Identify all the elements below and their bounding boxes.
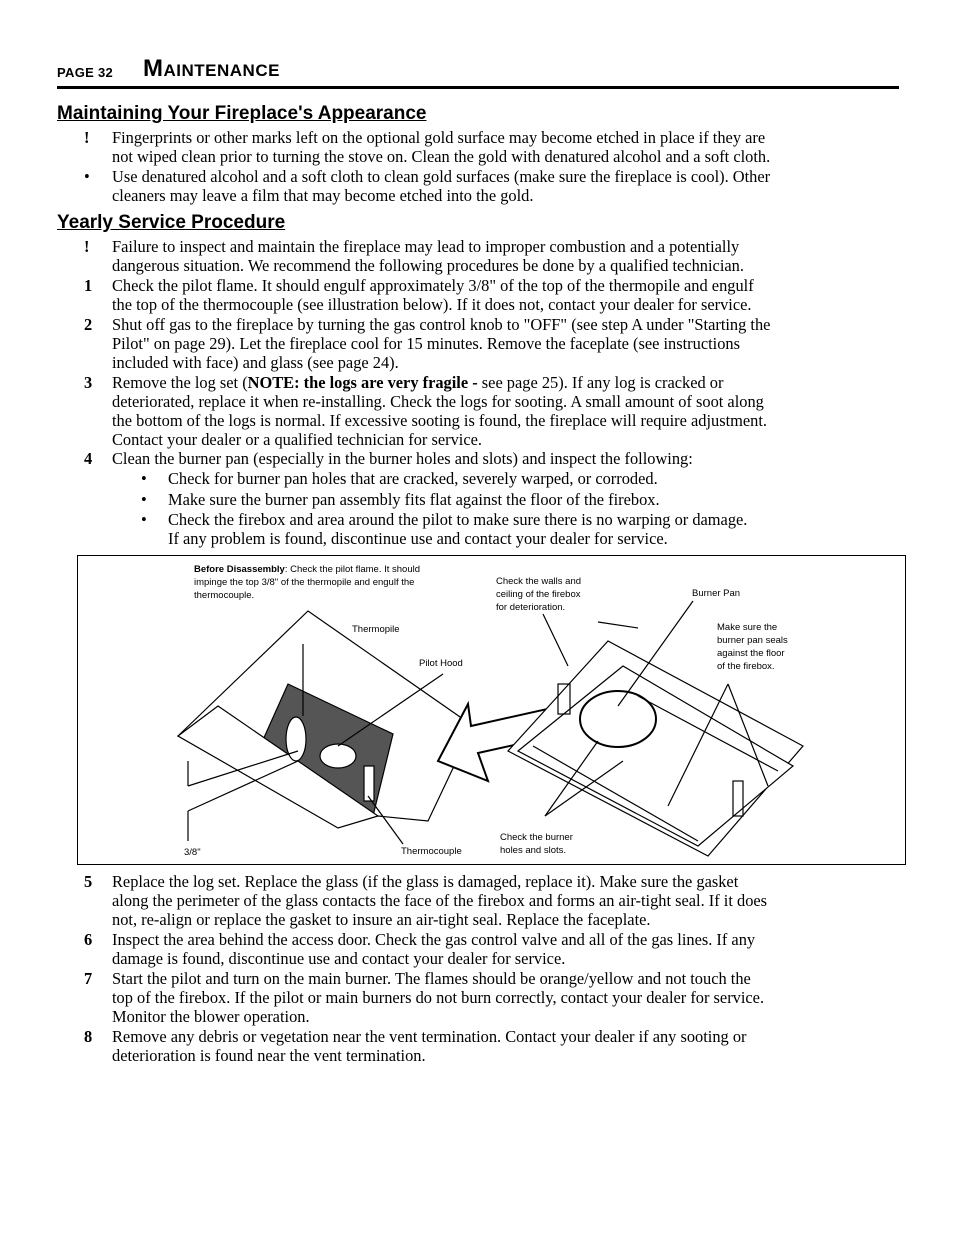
note-line	[194, 563, 464, 576]
item-marker: •	[141, 490, 147, 509]
item-line: Shut off gas to the fireplace by turning the gas control knob to "OFF" (see step A under "Starting the	[112, 315, 771, 334]
item-line: If any problem is found, discontinue use and contact your dealer for service.	[168, 529, 668, 548]
item-line: Check the firebox and area around the pilot to make sure there is no warping or damage.	[168, 510, 748, 529]
item-marker: 1	[84, 276, 93, 295]
item-line: Monitor the blower operation.	[112, 1007, 310, 1026]
measurement-label: 3/8"	[184, 847, 201, 858]
item-line: damage is found, discontinue use and contact your dealer for service.	[112, 949, 566, 968]
pilot-hood-label: Pilot Hood	[419, 658, 463, 669]
thermopile-label: Thermopile	[352, 624, 400, 635]
item-line: not, re-align or replace the gasket to insure an air-tight seal. Replace the faceplate.	[112, 910, 651, 929]
item-marker: •	[84, 167, 90, 186]
item-marker: •	[141, 510, 147, 529]
walls-check-label	[496, 575, 581, 614]
pilot-hood-shape	[320, 744, 356, 768]
item-marker: 8	[84, 1027, 93, 1046]
item-line: Inspect the area behind the access door. Check the gas control valve and all of the gas lines. If any	[112, 930, 756, 949]
item-text: see page 25). If any log is cracked or	[477, 373, 724, 392]
note-line: of the firebox.	[717, 661, 775, 672]
item-marker: 6	[84, 930, 93, 949]
item-marker: !	[84, 128, 90, 147]
page-header	[57, 52, 899, 89]
item-line: included with face) and glass (see page 24).	[112, 353, 399, 372]
item-line: along the perimeter of the glass contacts the face of the firebox and forms an air-tight seal. If it does	[112, 891, 768, 910]
thermocouple-label: Thermocouple	[401, 846, 462, 857]
item-line: deterioration is found near the vent termination.	[112, 1046, 426, 1065]
burner-holes-label	[500, 831, 573, 857]
note-line: against the floor	[717, 648, 785, 659]
note-line: thermocouple.	[194, 590, 255, 601]
item-line: cleaners may leave a film that may become etched into the gold.	[112, 186, 534, 205]
item-line: Clean the burner pan (especially in the burner holes and slots) and inspect the following:	[112, 449, 693, 468]
item-line: Contact your dealer or a qualified technician for service.	[112, 430, 482, 449]
note-line: ceiling of the firebox	[496, 589, 581, 600]
note-line: Make sure the	[717, 622, 778, 633]
note-line: Check the burner	[500, 832, 573, 843]
before-disassembly-note	[194, 563, 464, 602]
item-line: Remove any debris or vegetation near the vent termination. Contact your dealer if any sooting or	[112, 1027, 747, 1046]
illustration-drawing	[78, 556, 905, 864]
item-marker: 3	[84, 373, 93, 392]
before-disassembly-label: Before Disassembly	[194, 564, 285, 575]
item-line: the top of the thermocouple (see illustration below). If it does not, contact your dealer for service.	[112, 295, 752, 314]
note-line: burner pan seals	[717, 635, 788, 646]
item-line: Check the pilot flame. It should engulf approximately 3/8" of the top of the thermopile and engulf	[112, 276, 754, 295]
fragile-note: NOTE: the logs are very fragile -	[247, 373, 478, 392]
section-heading-appearance: Maintaining Your Fireplace's Appearance	[57, 103, 427, 124]
page-number: PAGE 32	[57, 65, 114, 80]
burner-pan-floor	[518, 666, 793, 846]
item-line: top of the firebox. If the pilot or main burners do not burn correctly, contact your dealer for service.	[112, 988, 765, 1007]
item-line: Fingerprints or other marks left on the optional gold surface may become etched in place if they are	[112, 128, 766, 147]
item-line: dangerous situation. We recommend the following procedures be done by a qualified technician.	[112, 256, 744, 275]
item-line: Failure to inspect and maintain the fireplace may lead to improper combustion and a potentially	[112, 237, 740, 256]
item-marker: 7	[84, 969, 93, 988]
note-text: : Check the pilot flame. It should	[284, 564, 421, 575]
item-line: not wiped clean prior to turning the stove on. Clean the gold with denatured alcohol and a soft cloth.	[112, 147, 771, 166]
item-line: Make sure the burner pan assembly fits flat against the floor of the firebox.	[168, 490, 660, 509]
item-line: the bottom of the logs is normal. If excessive sooting is found, the fireplace will require adjustment.	[112, 411, 768, 430]
note-line: for deterioration.	[496, 602, 566, 613]
section-heading-yearly: Yearly Service Procedure	[57, 212, 286, 233]
item-text: Remove the log set (	[112, 373, 248, 392]
item-marker: 5	[84, 872, 93, 891]
item-line: Start the pilot and turn on the main burner. The flames should be orange/yellow and not touch the	[112, 969, 751, 988]
item-marker: •	[141, 469, 147, 488]
item-line: Use denatured alcohol and a soft cloth to clean gold surfaces (make sure the fireplace is cool). Other	[112, 167, 771, 186]
note-line: impinge the top 3/8" of the thermopile and engulf the	[194, 577, 415, 588]
item-marker: 4	[84, 449, 93, 468]
item-line	[112, 373, 882, 392]
item-line: Pilot" on page 29). Let the fireplace cool for 15 minutes. Remove the faceplate (see instructions	[112, 334, 740, 353]
note-line: holes and slots.	[500, 845, 567, 856]
note-line: Check the walls and	[496, 576, 582, 587]
item-marker: !	[84, 237, 90, 256]
item-line: deteriorated, replace it when re-installing. Check the logs for sooting. A small amount of soot along	[112, 392, 764, 411]
item-line: Replace the log set. Replace the glass (if the glass is damaged, replace it). Make sure the gasket	[112, 872, 739, 891]
page-title: Maintenance	[143, 55, 280, 82]
burner-pan-label: Burner Pan	[692, 588, 741, 599]
seal-check-label	[717, 621, 788, 673]
item-line: Check for burner pan holes that are cracked, severely warped, or corroded.	[168, 469, 658, 488]
item-marker: 2	[84, 315, 93, 334]
pilot-burner-illustration	[77, 555, 906, 865]
thermocouple-shape	[364, 766, 374, 801]
